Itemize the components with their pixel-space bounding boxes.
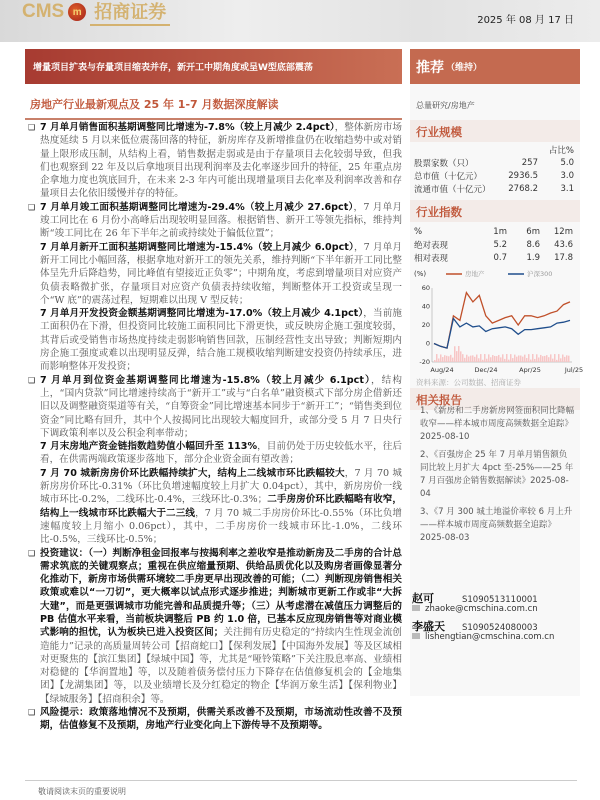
- body-paragraph: [30, 467, 402, 547]
- divider: [25, 118, 402, 120]
- footer-note: 敬请阅读末页的重要说明: [38, 787, 126, 796]
- row-pct: 3.0: [560, 170, 574, 181]
- paragraph-lead: 7 月单月到位资金基期调整同比增速为-15.8%（较上月减少 6.1pct）: [40, 374, 371, 386]
- industry-scale-heading: 行业规模: [410, 120, 580, 142]
- related-report-item: 2、《百强房企 25 年 7 月单月销售额负同比较上月扩大 4pct 至-25%——25 年 7 月百强房企销售数据解读》2025-08-04: [420, 450, 574, 499]
- volume-bar: [568, 356, 570, 362]
- volume-bar: [510, 354, 512, 362]
- analyst-email[interactable]: zhaoke@cmschina.com.cn: [425, 604, 538, 614]
- row-value: 0.7: [493, 252, 507, 263]
- volume-bar: [448, 356, 450, 362]
- volume-bar: [488, 354, 490, 362]
- x-tick-label: Jul/25: [564, 366, 584, 374]
- paragraph-text: ，7 月单月新开工同比小幅回落，根据拿地对新开工的领先关系，维持判断“下半年新开工同比整体呈先升后降趋势，同比峰值有望接近正负零”；中期角度，考虑到增量项目对应资产负债表略微扩张，存量项目对应资产负债表持续收缩，判断整体开工投资或呈现一个“W 底”的震荡过程，短期难以出现 V 型反转；: [40, 241, 402, 306]
- paragraph-lead: 风险提示：政策落地情况不及预期，供需关系改善不及预期，市场流动性改善不及预期，估值修复不及预期，房地产行业变化向上下游传导不及预期等。: [40, 707, 402, 732]
- volume-bar: [476, 355, 478, 362]
- volume-bar: [558, 354, 560, 362]
- row-value: 1.9: [526, 252, 540, 263]
- row-value: 17.8: [554, 252, 573, 263]
- volume-bar: [486, 359, 488, 362]
- volume-bar: [482, 360, 484, 362]
- volume-bar: [454, 346, 456, 362]
- analyst-id: S1090513110001: [462, 595, 538, 605]
- logo-en: CMS: [22, 1, 65, 22]
- row-value: 257: [521, 157, 538, 168]
- row-pct: 3.1: [560, 183, 574, 194]
- table-row: [414, 169, 574, 182]
- paragraph-text: ，7 月单月竣工同比在 6 月份小高峰后出现较明显回落。根据销售、新开工等领先指标，维持判断“竣工同比在 26 年下半年之前或持续处于偏低位置”；: [40, 201, 403, 240]
- volume-bar: [544, 356, 546, 362]
- volume-bar: [496, 356, 498, 362]
- analyst-email-row: [412, 632, 554, 642]
- volume-bar: [506, 354, 508, 362]
- body-paragraph: [30, 440, 402, 467]
- body-paragraph: [30, 547, 402, 707]
- bullet-square-icon: ❑: [28, 375, 36, 385]
- volume-bar: [494, 356, 496, 362]
- row-value: 43.6: [554, 239, 573, 250]
- volume-bar: [554, 354, 556, 362]
- paragraph-lead: 7 月单月竣工面积基期调整同比增速为-29.4%（较上月减少 27.6pct）: [40, 201, 354, 213]
- paragraph-text: ，7 月 70 城新房房价环比-0.31%（环比负增速幅度较上月扩大 0.04pct），其中，新房房价一线城市环比-0.2%，二线环比-0.4%，三线环比-0.3%；: [40, 467, 402, 506]
- volume-bar: [442, 357, 444, 362]
- report-subtitle: 房地产行业最新观点及 25 年 1-7 月数据深度解读: [30, 98, 279, 111]
- bullet-square-icon: ❑: [28, 202, 36, 212]
- table-row: [414, 182, 574, 195]
- volume-bar: [462, 354, 464, 362]
- industry-index-heading: 行业指数: [410, 200, 580, 222]
- volume-bar: [528, 354, 530, 362]
- x-tick-label: Aug/24: [430, 366, 454, 374]
- chart-source: 资料来源：公司数据、招商证券: [416, 378, 521, 387]
- volume-bar: [536, 354, 538, 362]
- volume-bar: [518, 355, 520, 362]
- related-report-item: 3、《7 月 300 城土地溢价率较 6 月上升——样本城市周度高频数据全追踪》2025-08-03: [420, 507, 573, 543]
- legend-label: 房地产: [465, 270, 485, 278]
- paragraph-lead-2: 二手房房价环比跌幅略有收窄，结构上一线城市环比跌幅大于二三线: [40, 494, 402, 519]
- industry-index-table: [414, 225, 573, 264]
- body-paragraph: [30, 307, 402, 373]
- bullet-square-icon: ❑: [28, 123, 36, 132]
- volume-bar: [508, 360, 510, 362]
- related-reports-list: [420, 405, 575, 550]
- paragraph-lead: 7 月单月销售面积基期调整同比增速为-7.8%（较上月减少 2.4pct）: [40, 122, 335, 133]
- volume-bar: [540, 355, 542, 362]
- paragraph-lead: 7 月单月新开工面积基期调整同比增速为-15.4%（较上月减少 6.0pct）: [40, 241, 354, 253]
- volume-bar: [492, 355, 494, 362]
- volume-bar: [456, 351, 458, 362]
- volume-bar: [534, 359, 536, 362]
- volume-bar: [436, 354, 438, 362]
- volume-bar: [560, 358, 562, 362]
- report-date: 2025 年 08 月 17 日: [477, 15, 574, 26]
- x-tick-label: Dec/24: [474, 366, 498, 374]
- paragraph-text: ，当前施工面积仍在下滑，但投资同比较施工面积同比下滑更快，或反映房企施工强度较弱，其背后或受销售市场热度持续走弱影响销售回款，压制经营性支出导致；判断短期内房企施工强度或难以出现明显反弹，结合施工规模收缩判断建安投资仍持续承压，进而影响整体开发投资；: [40, 308, 402, 373]
- volume-bar: [546, 355, 548, 362]
- paragraph-text: ，结构上，“国内贷款”同比增速持续高于“新开工”或与“白名单”融资模式下部分房企借新还旧以及调整融资渠道等有关，“自筹资金”同比增速基本同步于“新开工”；“销售类到位资金”同比略有回升，其中个人按揭同比出现较大幅度回升，或部分受 5 月 7 日央行下调政策利率以及公积金利率带动；: [40, 374, 402, 439]
- volume-bar: [538, 357, 540, 362]
- body-paragraph: [30, 121, 402, 201]
- header-banner: [0, 0, 600, 42]
- report-category: 总量研究/房地产: [416, 101, 475, 110]
- col-header: 1m: [493, 226, 507, 237]
- volume-bar: [548, 357, 550, 362]
- volume-bar: [524, 355, 526, 362]
- col-header: %: [414, 226, 423, 237]
- volume-bar: [464, 358, 466, 362]
- bullet-square-icon: ❑: [28, 548, 36, 558]
- row-label: 流通市值（十亿元）: [414, 184, 491, 195]
- x-tick-label: Apr/25: [519, 366, 541, 374]
- volume-bar: [514, 355, 516, 362]
- y-tick-label: 0: [425, 339, 430, 348]
- volume-bar: [498, 355, 500, 362]
- series-line: [434, 319, 570, 349]
- body-paragraph: [30, 706, 402, 733]
- volume-bar: [522, 357, 524, 362]
- analyst-id: S1090524080003: [462, 623, 538, 633]
- row-value: 5.2: [493, 239, 507, 250]
- rating-sub: （维持）: [446, 63, 483, 73]
- volume-bar: [550, 354, 552, 362]
- table-row: [414, 156, 574, 169]
- row-label: 相对表现: [414, 253, 449, 264]
- mail-icon: [412, 605, 420, 611]
- volume-bar: [504, 359, 506, 362]
- volume-bar: [564, 357, 566, 362]
- y-tick-label: -20: [419, 358, 430, 366]
- related-reports-heading: 相关报告: [410, 388, 580, 410]
- volume-bar: [444, 355, 446, 362]
- volume-bar: [484, 354, 486, 362]
- volume-bar: [450, 355, 452, 362]
- volume-bar: [474, 357, 476, 362]
- report-headline: 增量项目扩表与存量项目缩表并存，新开工中期角度或呈W型底部震荡: [25, 49, 402, 84]
- volume-bar: [480, 354, 482, 362]
- paragraph-lead: 7 月 70 城新房房价环比跌幅持续扩大，结构上二线城市环比跌幅较大: [40, 467, 345, 479]
- volume-bar: [452, 358, 454, 362]
- logo-emblem-icon: m: [68, 3, 86, 21]
- paragraph-lead: 7 月单月开发投资金额基期调整同比增速为-17.0%（较上月减少 4.1pct）: [40, 308, 364, 320]
- volume-bar: [556, 360, 558, 362]
- volume-bar: [490, 357, 492, 362]
- volume-bar: [440, 354, 442, 362]
- y-tick-label: 60: [421, 284, 430, 292]
- body-paragraph: [30, 201, 402, 241]
- industry-scale-table: [414, 143, 574, 195]
- col-header: 6m: [526, 226, 540, 237]
- volume-bar: [438, 358, 440, 362]
- index-performance-chart: [412, 266, 584, 378]
- y-tick-label: 40: [421, 302, 430, 311]
- paragraph-lead: 投资建议：（一）判断净租金回报率与按揭利率之差收窄是推动新房及二手房的合计总需求筑底的关键观察点；重视在供应缩量预期、供给品质优化以及购房者画像显著分化推动下，新房市场供需环境较二手房更早出现改善的可能；（二）判断现房销售相关政策或难以“一刀切”，更大概率以试点形式逐步推进；判断城市更新工作或非“大拆大建”，而是更强调城市功能完善和品质提升等；（三）从考虑潜在减值压力调整后的 PB 估值水平来看，当前板块调整后 PB 约 1.0 倍，已基本反应现房销售等对商业模式影响的担忧，认为板块已进入投资区间；: [40, 547, 402, 639]
- analyst-email[interactable]: lishengtian@cmschina.com.cn: [425, 632, 555, 642]
- y-tick-label: 20: [421, 321, 430, 329]
- volume-bar: [566, 355, 568, 362]
- volume-bar: [458, 346, 460, 362]
- rating-label: 推荐: [416, 59, 444, 76]
- body-paragraph: [30, 374, 402, 440]
- company-logo: [22, 0, 170, 24]
- row-label: 股票家数（只）: [414, 158, 474, 169]
- footer-divider: [25, 780, 577, 781]
- row-pct: 5.0: [560, 157, 574, 168]
- mail-icon: [412, 633, 420, 639]
- volume-bar: [526, 358, 528, 362]
- row-value: 8.6: [526, 239, 540, 250]
- rating-badge: [410, 49, 580, 84]
- volume-bar: [532, 354, 534, 362]
- volume-bar: [434, 360, 436, 362]
- y-axis-label: (%): [414, 270, 427, 278]
- volume-bar: [468, 356, 470, 362]
- row-value: 2936.5: [508, 170, 538, 181]
- volume-bar: [500, 357, 502, 362]
- related-report-item: 1、《新房和二手房新房网签面积同比降幅收窄——样本城市周度高频数据全追踪》2025-08-10: [420, 406, 575, 442]
- table-row: [414, 238, 573, 251]
- volume-bar: [562, 355, 564, 362]
- legend-label: 沪深300: [527, 270, 553, 278]
- volume-bar: [530, 360, 532, 362]
- volume-bar: [466, 355, 468, 362]
- volume-bar: [446, 356, 448, 362]
- volume-bar: [552, 359, 554, 362]
- volume-bar: [470, 356, 472, 362]
- paragraph-text-2: ，7 月 70 城二手房房价环比-0.55%（环比负增速幅度较上月缩小 0.06pct），其中，二手房房价一线城市环比-1.0%，二线环比-0.5%，三线环比-0.5%；: [40, 507, 402, 546]
- paragraph-lead: 7 月末房地产资金链指数趋势值小幅回升至 113%: [40, 441, 258, 453]
- report-body: [30, 121, 402, 733]
- analyst-name: 赵可: [412, 592, 434, 605]
- volume-bar: [502, 354, 504, 362]
- analyst-name: 李盛天: [412, 620, 445, 633]
- volume-bar: [542, 356, 544, 362]
- paragraph-text: 关注拥有历史稳定的“持续内生性现金流创造能力”记录的高质量周转公司【招商蛇口】【保利发展】【中国海外发展】等及区域相对更聚焦的【滨江集团】【绿城中国】等，尤其是“哑铃策略”下关注股息率高、业绩相对稳健的【华润置地】等，以及随着债务偿付压力下降存在估值修复机会的【金地集团】【龙湖集团】等，以及业绩增长及分红稳定的物企【华润万象生活】【保利物业】【绿城服务】【招商积余】等。: [40, 627, 403, 705]
- body-paragraph: [30, 241, 402, 307]
- paragraph-text: ，目前仍处于历史较低水平，往后看，在供需两端政策逐步落地下，部分企业资金面有望改善；: [40, 441, 402, 466]
- bullet-square-icon: ❑: [28, 708, 36, 718]
- volume-bar: [520, 356, 522, 362]
- volume-bar: [472, 355, 474, 362]
- col-header: 占比%: [548, 145, 574, 156]
- analyst-email-row: [412, 604, 538, 614]
- volume-bar: [478, 358, 480, 362]
- paragraph-text: ，整体新房市场热度延续 5 月以来低位震荡回落的特征，新房库存及新增推盘仍在收缩趋势中或对销量上限形成压制，从结构上看，销售数据走弱或是由于存量项目去化较弱导致，但我们也观察到 22 年及以后拿地项目出现利润率及去化率逐步回升的特征，25 年重点房企拿地力度也筑底回升，在未来 2-3 年内可能出现增量项目去化率及利润率改善和存量项目去化依旧缓慢并存的特征。: [40, 122, 403, 200]
- volume-bar: [460, 351, 462, 362]
- row-value: 2768.2: [508, 183, 538, 194]
- row-label: 总市值（十亿元）: [414, 171, 483, 182]
- row-label: 绝对表现: [414, 240, 449, 251]
- col-header: 12m: [553, 226, 573, 237]
- volume-bar: [516, 357, 518, 362]
- volume-bar: [512, 358, 514, 362]
- logo-cn: 招商证券: [90, 0, 170, 26]
- table-row: [414, 251, 573, 264]
